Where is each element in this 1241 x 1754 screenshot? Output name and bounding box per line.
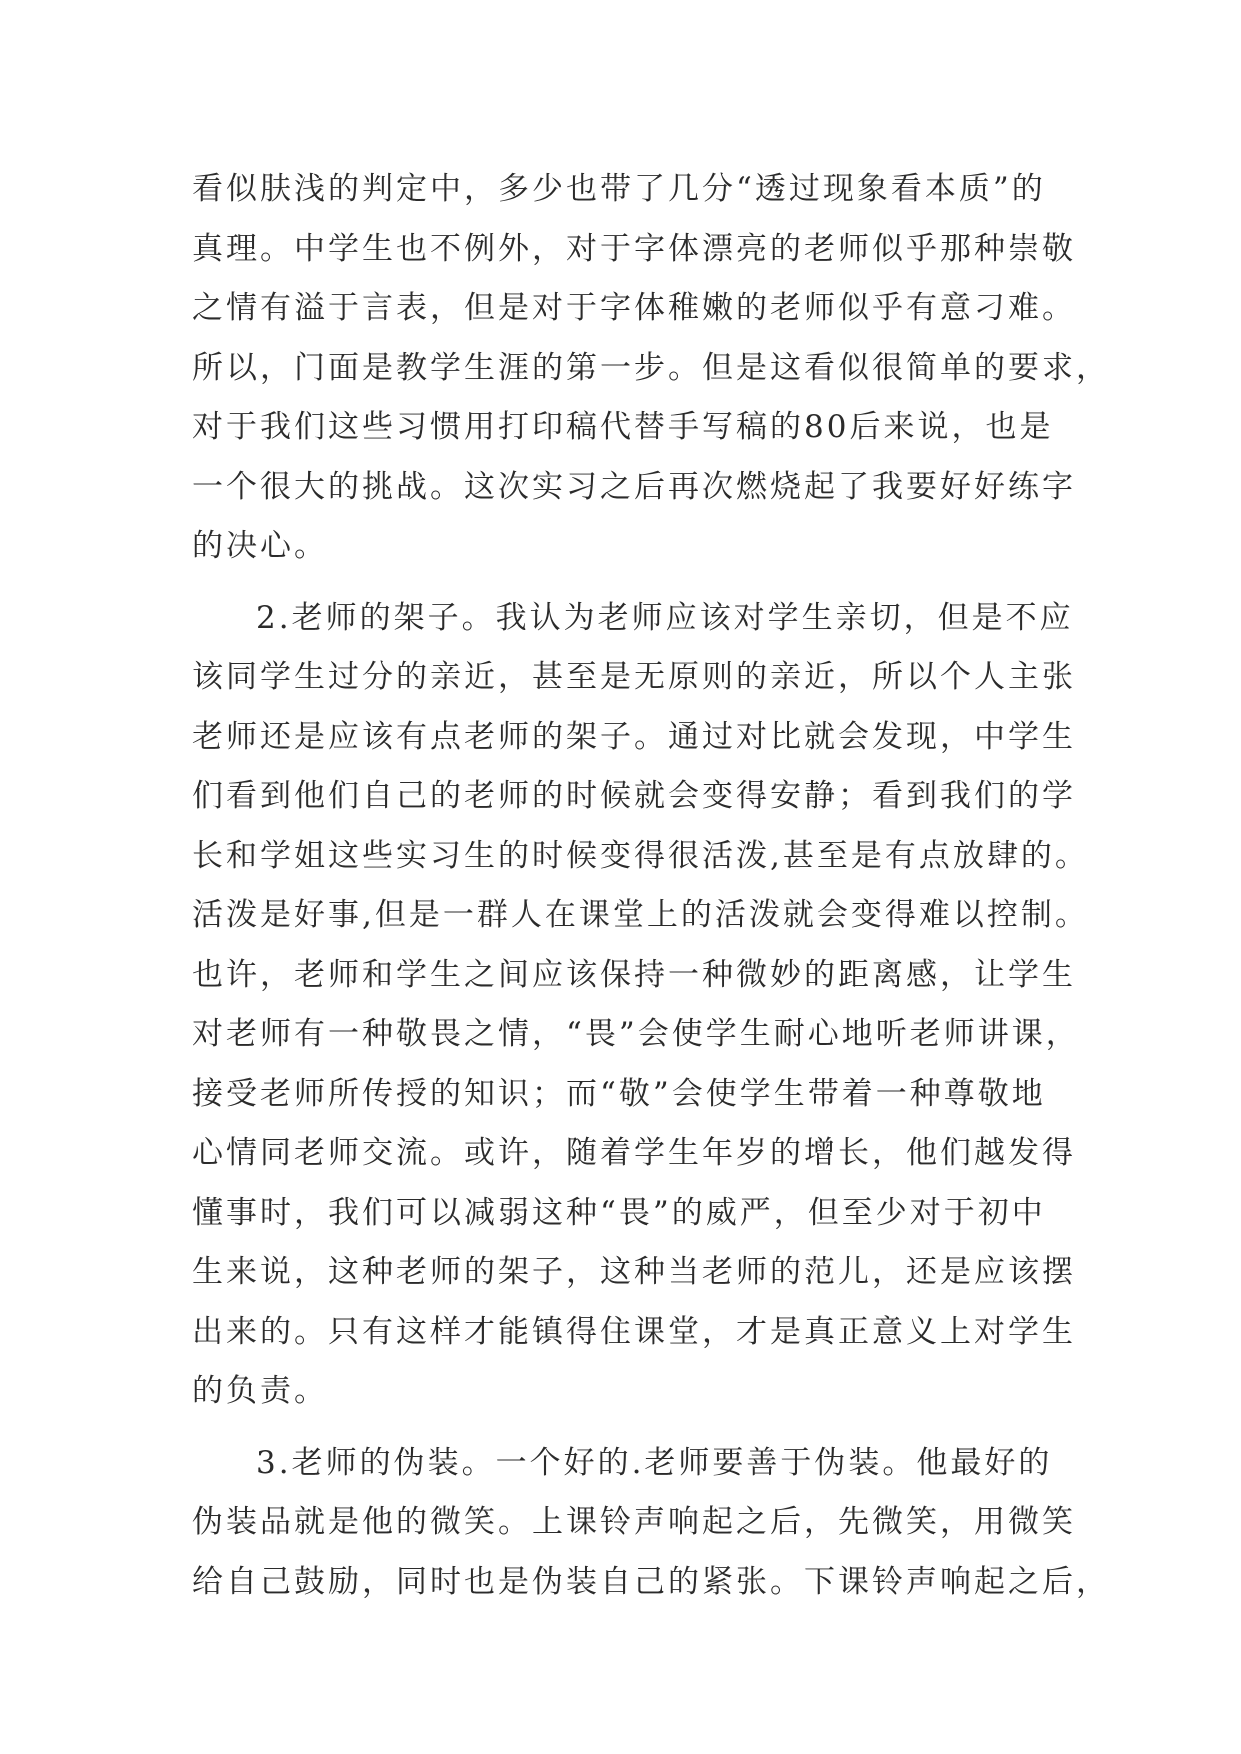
text-line: 所以，门面是教学生涯的第一步。但是这看似很简单的要求， [192, 349, 1110, 386]
text-line: 们看到他们自己的老师的时候就会变得安静；看到我们的学 [192, 778, 1076, 814]
text-line: 出来的。只有这样才能镇得住课堂，才是真正意义上对学生 [192, 1313, 1076, 1350]
text-line: 一个很大的挑战。这次实习之后再次燃烧起了我要好好练字 [192, 468, 1076, 505]
text-line: 的负责。 [192, 1373, 328, 1409]
text-line: 懂事时，我们可以减弱这种“畏”的威严，但至少对于初中 [192, 1194, 1046, 1231]
text-line: 接受老师所传授的知识；而“敬”会使学生带着一种尊敬地 [192, 1075, 1046, 1112]
text-line: 的决心。 [192, 528, 328, 564]
text-line: 之情有溢于言表，但是对于字体稚嫩的老师似乎有意刁难。 [192, 290, 1076, 326]
paragraph-2-first-line: 2.老师的架子。我认为老师应该对学生亲切，但是不应 [256, 599, 1074, 636]
text-line: 心情同老师交流。或许，随着学生年岁的增长，他们越发得 [192, 1135, 1076, 1171]
text-line: 真理。中学生也不例外，对于字体漂亮的老师似乎那种崇敬 [192, 230, 1076, 267]
text-line: 也许，老师和学生之间应该保持一种微妙的距离感，让学生 [192, 956, 1076, 993]
text-line: 伪装品就是他的微笑。上课铃声响起之后，先微笑，用微笑 [192, 1504, 1076, 1540]
text-line: 该同学生过分的亲近，甚至是无原则的亲近，所以个人主张 [192, 659, 1076, 695]
text-line: 看似肤浅的判定中，多少也带了几分“透过现象看本质”的 [192, 171, 1046, 207]
text-line: 对于我们这些习惯用打印稿代替手写稿的80后来说，也是 [192, 409, 1054, 445]
text-line: 活泼是好事,但是一群人在课堂上的活泼就会变得难以控制。 [192, 897, 1089, 933]
body-text [192, 160, 1110, 1612]
text-line: 对老师有一种敬畏之情，“畏”会使学生耐心地听老师讲课， [192, 1016, 1080, 1052]
text-line: 给自己鼓励，同时也是伪装自己的紧张。下课铃声响起之后， [192, 1563, 1110, 1600]
text-line: 老师还是应该有点老师的架子。通过对比就会发现，中学生 [192, 718, 1076, 755]
paragraph-3-first-line: 3.老师的伪装。一个好的.老师要善于伪装。他最好的 [256, 1444, 1053, 1481]
text-line: 生来说，这种老师的架子，这种当老师的范儿，还是应该摆 [192, 1254, 1076, 1290]
text-line: 长和学姐这些实习生的时候变得很活泼,甚至是有点放肆的。 [192, 837, 1089, 874]
